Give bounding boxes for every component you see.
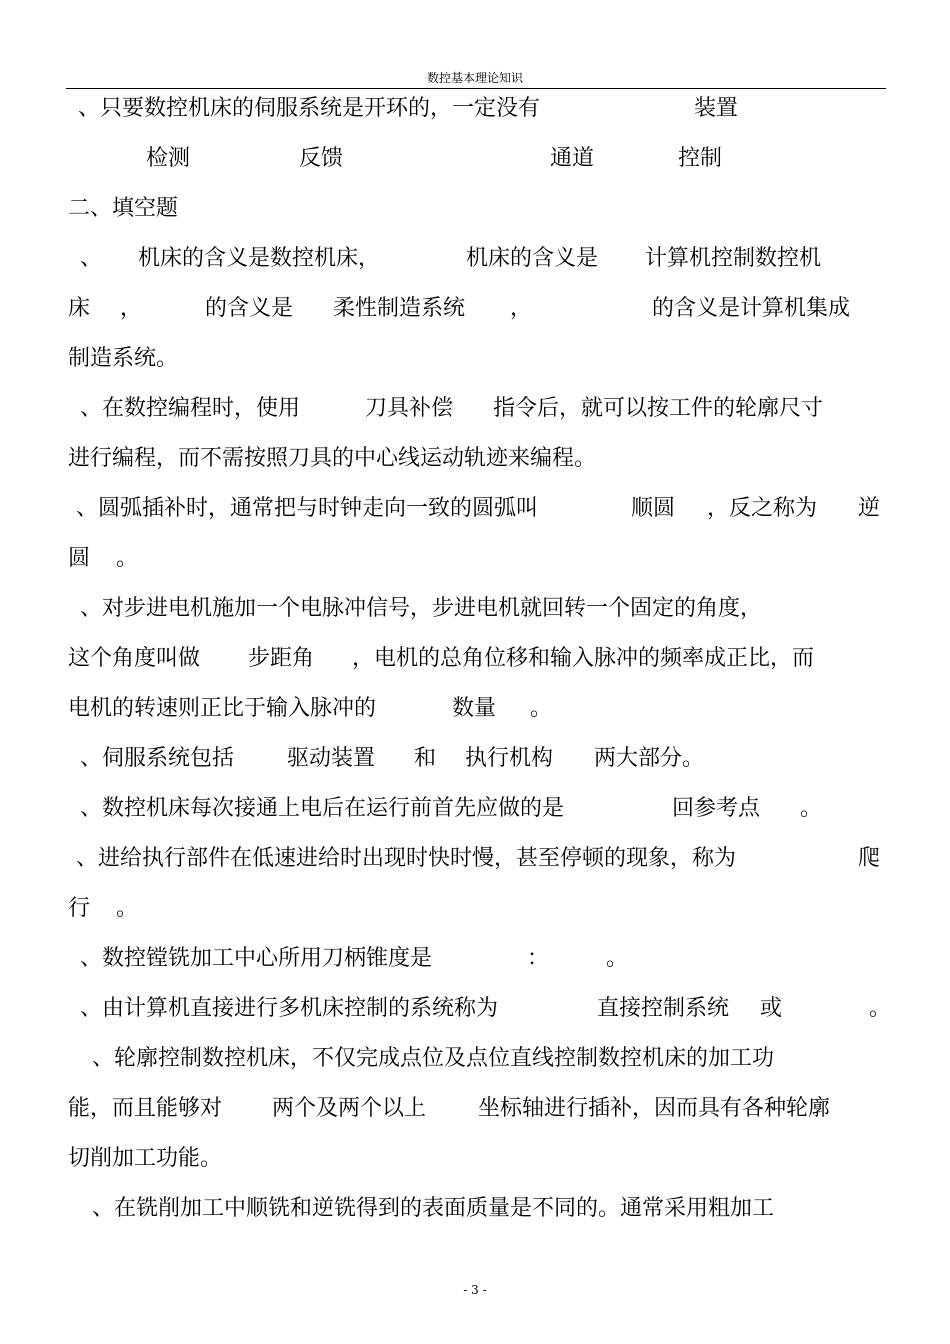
text-segment: 直接控制系统 [597, 996, 730, 1021]
text-segment: ，反之称为 [707, 496, 818, 521]
text-segment: 、轮廓控制数控机床，不仅完成点位及点位直线控制数控机床的加工功 [92, 1046, 775, 1071]
text-line [0, 1042, 950, 1076]
text-segment: 驱动装置 [287, 746, 376, 771]
text-line [0, 942, 950, 976]
text-segment: 。 [530, 696, 553, 721]
page-number: - 3 - [463, 1283, 487, 1297]
text-segment: 顺圆 [631, 496, 676, 521]
text-segment: 检测 [146, 146, 191, 171]
text-line [0, 692, 950, 726]
text-line [0, 392, 950, 426]
text-segment: 控制 [678, 146, 723, 171]
text-segment: 这个角度叫做 [68, 646, 201, 671]
text-segment: 和 [414, 746, 437, 771]
text-segment: 或 [760, 996, 783, 1021]
text-segment: 切削加工功能。 [68, 1146, 223, 1171]
text-segment: 执行机构 [465, 746, 554, 771]
text-segment: 二、填空题 [68, 196, 179, 221]
text-line [0, 742, 950, 776]
text-segment: 。 [869, 996, 892, 1021]
text-line [0, 842, 950, 876]
text-segment: 行 [68, 896, 91, 921]
text-line [0, 142, 950, 176]
text-segment: 、数控机床每次接通上电后在运行前首先应做的是 [80, 796, 565, 821]
text-segment: 爬 [858, 846, 881, 871]
text-segment: 刀具补偿 [365, 396, 454, 421]
text-segment: 的含义是计算机集成 [652, 296, 851, 321]
text-segment: 两大部分。 [594, 746, 705, 771]
text-segment: ， [120, 296, 143, 321]
text-line [0, 1092, 950, 1126]
text-segment: 、 [80, 246, 103, 271]
text-line [0, 492, 950, 526]
text-segment: 、在铣削加工中顺铣和逆铣得到的表面质量是不同的。通常采用粗加工 [92, 1196, 775, 1221]
text-line [0, 792, 950, 826]
text-segment: 反馈 [299, 146, 344, 171]
text-segment: 通道 [550, 146, 595, 171]
text-line [0, 292, 950, 326]
page-header-title: 数控基本理论知识 [426, 71, 523, 85]
text-line [0, 592, 950, 626]
text-segment: 、对步进电机施加一个电脉冲信号，步进电机就回转一个固定的角度， [80, 596, 763, 621]
text-segment: 坐标轴进行插补，因而具有各种轮廓 [478, 1096, 831, 1121]
text-segment: 计算机控制数控机 [645, 246, 822, 271]
text-line [0, 542, 950, 576]
text-segment: 、由计算机直接进行多机床控制的系统称为 [80, 996, 499, 1021]
text-line [0, 342, 950, 376]
text-segment: 两个及两个以上 [272, 1096, 427, 1121]
text-segment: 能，而且能够对 [68, 1096, 223, 1121]
text-segment: 逆 [858, 496, 881, 521]
text-segment: 制造系统。 [68, 346, 179, 371]
text-line [0, 1192, 950, 1226]
text-segment: ： [527, 946, 550, 971]
text-segment: 、数控镗铣加工中心所用刀柄锥度是 [80, 946, 433, 971]
text-segment: 机床的含义是数控机床， [138, 246, 381, 271]
text-segment: 数量 [452, 696, 497, 721]
text-segment: 、圆弧插补时，通常把与时钟走向一致的圆弧叫 [76, 496, 539, 521]
text-line [0, 892, 950, 926]
text-line [0, 992, 950, 1026]
text-segment: 的含义是 [205, 296, 294, 321]
text-segment: 、伺服系统包括 [80, 746, 235, 771]
text-line [0, 442, 950, 476]
text-segment: 。 [116, 896, 139, 921]
text-line [0, 242, 950, 276]
text-segment: 圆 [68, 546, 91, 571]
text-segment: 、只要数控机床的伺服系统是开环的，一定没有 [78, 96, 541, 121]
text-segment: 装置 [694, 96, 739, 121]
text-line [0, 642, 950, 676]
text-segment: 进行编程，而不需按照刀具的中心线运动轨迹来编程。 [68, 446, 597, 471]
text-segment: ，电机的总角位移和输入脉冲的频率成正比，而 [352, 646, 815, 671]
text-segment: 。 [800, 796, 823, 821]
text-segment: 机床的含义是 [466, 246, 599, 271]
text-segment: 、进给执行部件在低速进给时出现时快时慢，甚至停顿的现象，称为 [76, 846, 737, 871]
text-segment: 步距角 [248, 646, 315, 671]
header-rule [66, 88, 886, 89]
text-line [0, 192, 950, 226]
text-segment: 电机的转速则正比于输入脉冲的 [68, 696, 377, 721]
text-segment: 回参考点 [672, 796, 761, 821]
text-segment: 柔性制造系统 [333, 296, 466, 321]
text-line [0, 1142, 950, 1176]
text-segment: 、在数控编程时，使用 [80, 396, 301, 421]
text-segment: ， [510, 296, 533, 321]
text-segment: 。 [606, 946, 629, 971]
text-line [0, 92, 950, 126]
text-segment: 指令后，就可以按工件的轮廓尺寸 [493, 396, 824, 421]
text-segment: 床 [68, 296, 91, 321]
text-segment: 。 [116, 546, 139, 571]
